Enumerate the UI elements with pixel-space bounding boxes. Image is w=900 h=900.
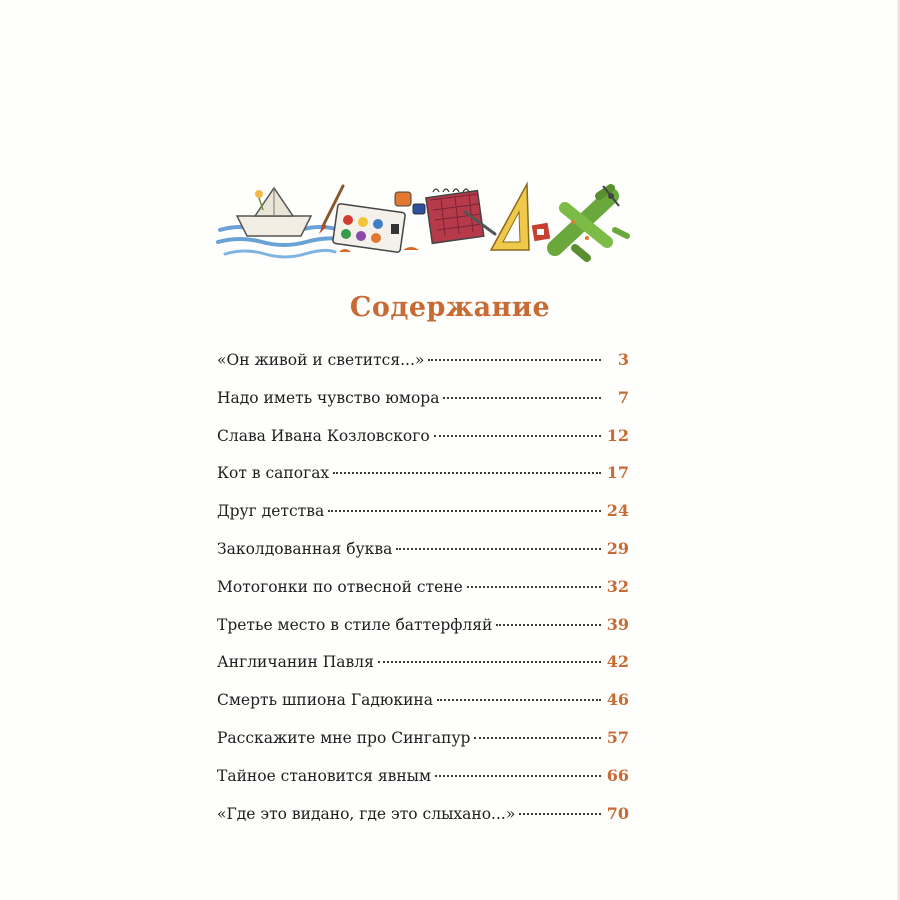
toc-leader-dots: [434, 435, 601, 437]
toc-entry-page-number: 42: [606, 652, 629, 672]
toc-entry-title: «Он живой и светится...»: [217, 351, 425, 369]
header-illustration: [215, 178, 635, 268]
toc-entry[interactable]: [217, 539, 629, 577]
toc-entry[interactable]: [217, 577, 629, 615]
toc-leader-dots: [428, 359, 601, 361]
toc-entry[interactable]: [217, 615, 629, 653]
paint-box-icon: [333, 192, 425, 253]
toc-entry-title: Третье место в стиле баттерфляй: [217, 615, 493, 634]
toc-entry[interactable]: [217, 388, 629, 426]
paper-boat-icon: [237, 188, 311, 236]
toc-entry-page-number: 70: [606, 803, 629, 823]
toc-leader-dots: [328, 510, 601, 512]
toc-entry-title: Друг детства: [217, 502, 325, 521]
toc-leader-dots: [435, 775, 601, 777]
toc-entry-page-number: 12: [606, 425, 629, 445]
toc-leader-dots: [396, 548, 600, 550]
toc-entry-title: Надо иметь чувство юмора: [217, 388, 440, 407]
toc-entry-page-number: 66: [606, 765, 629, 785]
toc-leader-dots: [333, 472, 601, 474]
page-title: Содержание: [349, 292, 551, 323]
toc-entry-title: Тайное становится явным: [217, 766, 432, 785]
toc-entry-title: Расскажите мне про Сингапур: [217, 728, 471, 747]
toc-entry[interactable]: [217, 804, 629, 842]
toc-leader-dots: [519, 813, 600, 815]
toc-entry[interactable]: [217, 350, 629, 388]
toc-entry[interactable]: [217, 652, 629, 690]
toc-entry-page-number: 57: [606, 727, 629, 747]
toc-entry-page-number: 39: [606, 614, 629, 634]
toc-entry-page-number: 46: [606, 690, 629, 710]
table-of-contents: [217, 350, 629, 841]
toc-entry-title: Заколдованная буква: [217, 539, 393, 558]
toc-leader-dots: [437, 699, 601, 701]
toc-entry[interactable]: [217, 426, 629, 464]
toc-entry-title: Кот в сапогах: [217, 464, 330, 483]
toc-entry-page-number: 24: [606, 501, 629, 521]
toc-entry[interactable]: [217, 766, 629, 804]
ruler-triangle-icon: [491, 184, 550, 250]
toc-entry[interactable]: [217, 728, 629, 766]
toc-entry-page-number: 17: [606, 463, 629, 483]
toc-leader-dots: [474, 737, 600, 739]
toc-leader-dots: [443, 397, 601, 399]
notebook-icon: [426, 189, 495, 243]
toc-entry-page-number: 32: [606, 576, 629, 596]
toc-entry-page-number: 7: [617, 387, 629, 407]
toc-entry[interactable]: [217, 501, 629, 539]
toc-entry-title: Мотогонки по отвесной стене: [217, 577, 463, 596]
toc-leader-dots: [467, 586, 601, 588]
toc-entry-page-number: 3: [617, 350, 629, 369]
toc-entry-title: «Где это видано, где это слыхано...»: [217, 804, 516, 823]
toc-entry[interactable]: [217, 690, 629, 728]
toc-leader-dots: [496, 624, 600, 626]
toc-entry-title: Смерть шпиона Гадюкина: [217, 691, 433, 710]
toc-entry-title: Англичанин Павля: [217, 653, 374, 672]
toc-leader-dots: [378, 661, 601, 663]
toc-entry[interactable]: [217, 463, 629, 501]
toc-entry-title: Слава Ивана Козловского: [217, 426, 430, 445]
airplane-icon: [555, 186, 627, 258]
toc-entry-page-number: 29: [606, 538, 629, 558]
